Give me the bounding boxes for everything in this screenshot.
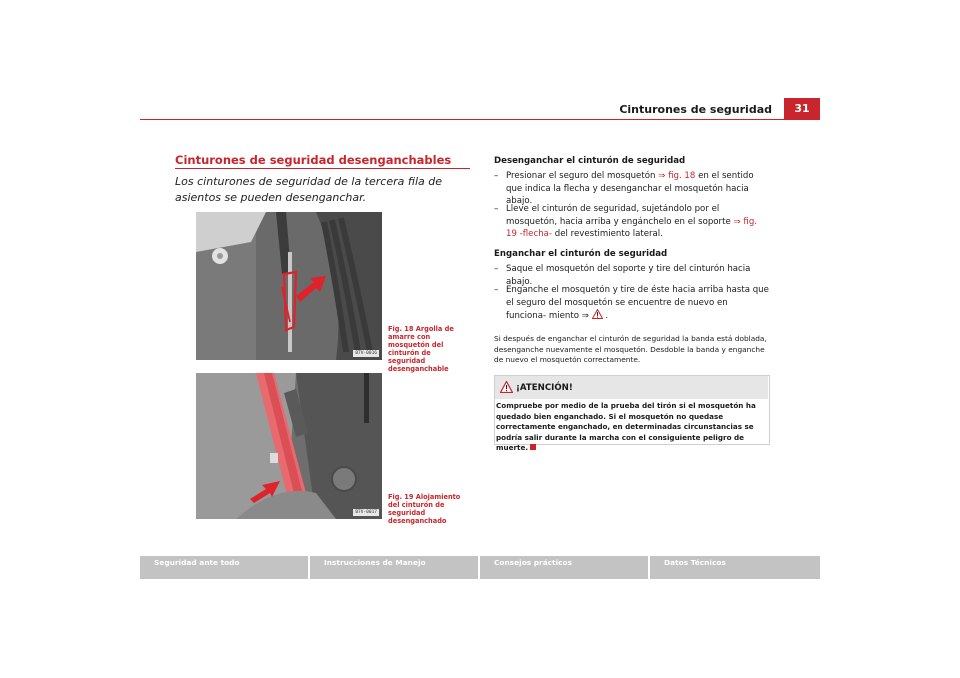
note-paragraph: Si después de enganchar el cinturón de seguridad la banda está doblada, desenganche nuevamente el mosquetón. Desdoble la banda y enganche de nuevo el mosquetón correctamente. (494, 334, 767, 364)
unhook-step-2-text-a: Lleve el cinturón de seguridad, sujetándolo por el mosquetón, hacia arriba y engánchelo en el soporte (506, 204, 731, 227)
figure-19-code: B7V-0017 (355, 510, 377, 515)
section-title: Cinturones de seguridad desenganchables (175, 153, 452, 167)
fig-19-link[interactable]: ⇒ fig. 19 -flecha- (506, 216, 758, 239)
warning-ref-link[interactable]: ⇒ (581, 311, 589, 321)
unhook-step-1-text-b: en el sentido que indica la flecha y desenganchar el mosquetón hacia abajo. (506, 171, 754, 206)
figure-18-code: B7V-0016 (355, 351, 377, 356)
figure-18-caption: Fig. 18 Argolla de amarre con mosquetón del cinturón de seguridad desenganchable (388, 325, 454, 373)
unhook-step-1: – Presionar el seguro del mosquetón ⇒ fig. 18 en el sentido que indica la flecha y desenganchar el mosquetón hacia abajo. (494, 171, 754, 206)
hook-step-1: – Saque el mosquetón del soporte y tire del cinturón hacia abajo. (494, 263, 770, 288)
unhook-step-1-text-a: Presionar el seguro del mosquetón (506, 171, 656, 181)
figure-19-caption: Fig. 19 Alojamiento del cinturón de seguridad desenganchado (388, 493, 461, 525)
warning-title: ¡ATENCIÓN! (516, 383, 573, 393)
section-rule (175, 168, 470, 169)
warning-text-body: Compruebe por medio de la prueba del tirón si el mosquetón ha quedado bien enganchado. Si el mosquetón no quedase correctamente enganchado, en determinadas circunstancias se podría salir durante la marcha con el consiguiente peligro de muerte. (496, 401, 756, 452)
running-header-title: Cinturones de seguridad (619, 103, 772, 116)
end-square-icon (530, 444, 536, 450)
page-number: 31 (784, 98, 820, 119)
header-rule (140, 119, 820, 120)
footer-tab-label: Datos Técnicos (664, 558, 726, 567)
footer-tab-seguridad[interactable] (140, 556, 308, 579)
fig-18-link[interactable]: ⇒ fig. 18 (658, 171, 696, 181)
warning-text (496, 401, 768, 454)
hook-step-2: – Enganche el mosquetón y tire de éste hacia arriba hasta que el seguro del mosquetón se encuentre de nuevo en funciona- miento ⇒ . (494, 285, 769, 321)
footer-tab-instrucciones[interactable] (310, 556, 478, 579)
footer-tab-consejos[interactable] (480, 556, 648, 579)
figure-19-image (196, 373, 382, 519)
section-intro: Los cinturones de seguridad de la tercera fila de asientos se pueden desenganchar. (175, 175, 443, 204)
hook-step-1-text: Saque el mosquetón del soporte y tire del cinturón hacia abajo. (506, 264, 751, 287)
hook-heading: Enganchar el cinturón de seguridad (494, 249, 668, 259)
unhook-step-2: – Lleve el cinturón de seguridad, sujetándolo por el mosquetón, hacia arriba y engánchelo en el soporte ⇒ fig. 19 -flecha- del revestimiento lateral. (494, 204, 758, 239)
warning-triangle-icon (500, 381, 513, 393)
figure-18-image (196, 212, 382, 360)
footer-tab-label: Seguridad ante todo (154, 558, 240, 567)
warning-triangle-icon (592, 309, 603, 319)
footer-tab-label: Instrucciones de Manejo (324, 558, 426, 567)
hook-step-2-text-b: . (605, 311, 609, 321)
hook-step-2-text-a: Enganche el mosquetón y tire de éste hacia arriba hasta que el seguro del mosquetón se encuentre de nuevo en funciona- miento (506, 285, 769, 321)
footer-tab-label: Consejos prácticos (494, 558, 572, 567)
footer-tab-datos[interactable] (650, 556, 820, 579)
unhook-heading: Desenganchar el cinturón de seguridad (494, 156, 686, 166)
unhook-step-2-text-b: del revestimiento lateral. (554, 229, 663, 239)
